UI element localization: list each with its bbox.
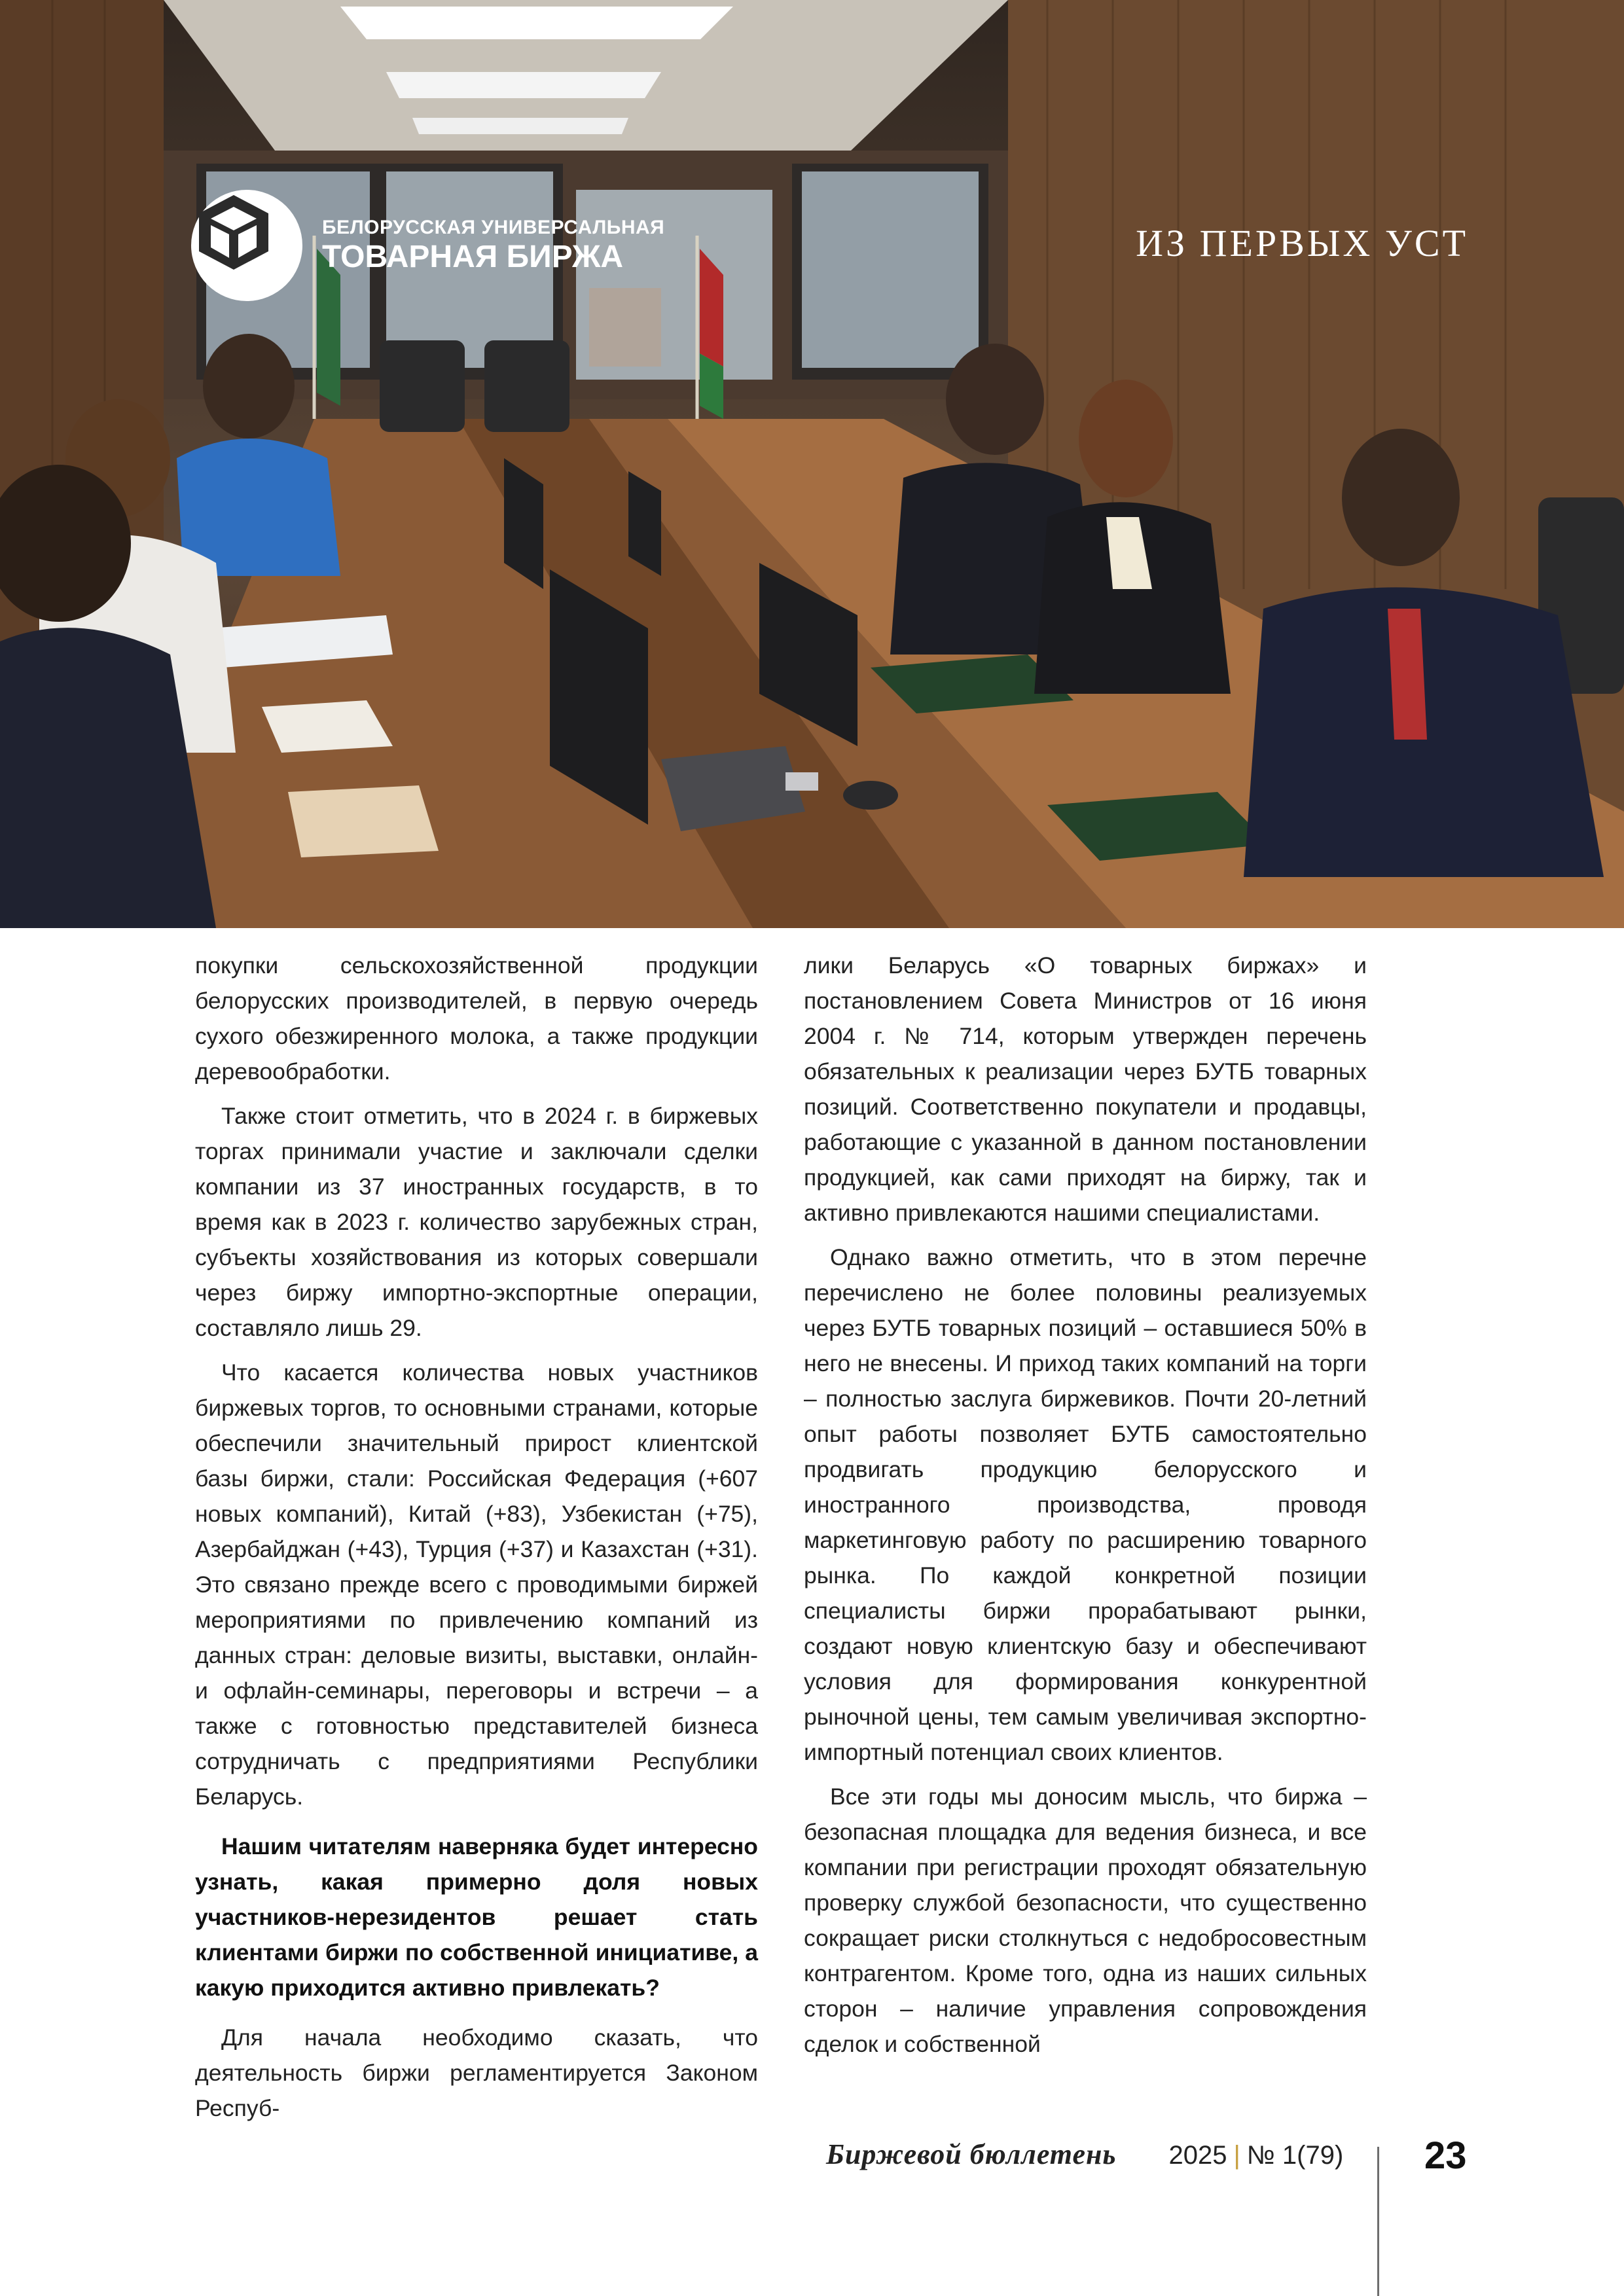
issue-number: № 1(79) [1246,2141,1344,2170]
logo-line-2: ТОВАРНАЯ БИРЖА [322,240,624,274]
article-column-right [804,948,1367,2071]
paragraph: Также стоит отметить, что в 2024 г. в биржевых торгах принимали участие и заключали сделки компании из 37 иностранных государств, в то время как в 2023 г. количество зарубежных стран, субъекты хозяйствования из которых совершали через биржу импортно-экспортные операции, составляло лишь 29. [195,1103,758,1341]
paragraph: лики Беларусь «О товарных биржах» и постановлением Совета Министров от 16 июня 2004 г. № 714, которым утвержден перечень обязательных к реализации через БУТБ товарных позиций. Соответственно покупатели и продавцы, работающие с указанной в данном постановлении продукцией, как сами приходят на биржу, так и активно привлекаются нашими специалистами. [804,952,1367,1226]
journal-title: Биржевой бюллетень [826,2138,1117,2170]
paragraph: Все эти годы мы доносим мысль, что биржа – безопасная площадка для ведения бизнеса, и все компании при регистрации проходят обязательную проверку службой безопасности, что существенно сокращает риски столкнуться с недобросовестным контрагентом. Кроме того, одна из наших сильных сторон – наличие управления сопровождения сделок и собственной [804,1784,1367,2057]
hexagon-cube-icon [191,190,276,275]
logo-line-1: БЕЛОРУССКАЯ УНИВЕРСАЛЬНАЯ [322,217,665,238]
section-rubric: ИЗ ПЕРВЫХ УСТ [1136,222,1468,264]
footer-divider [1377,2147,1379,2296]
issue-year: 2025 [1168,2141,1227,2170]
page-number: 23 [1424,2134,1467,2177]
issue-separator: | [1233,2141,1240,2170]
issue-info [1169,2141,1344,2170]
exchange-logo-icon [191,190,302,301]
paragraph: покупки сельскохозяйственной продукции белорусских производителей, в первую очередь сухого обезжиренного молока, а также продукции деревообработки. [195,952,758,1085]
paragraph: Для начала необходимо сказать, что деятельность биржи регламентируется Законом Респуб- [195,2024,758,2121]
article-column-left [195,948,758,2135]
paragraph: Что касается количества новых участников биржевых торгов, то основными странами, которые обеспечили значительный прирост клиентской базы биржи, стали: Российская Федерация (+607 новых компаний), Китай (+83), Узбекистан (+75), Азербайджан (+43), Турция (+37) и Казахстан (+31). Это связано прежде всего с проводимыми биржей мероприятиями по привлечению компаний из данных стран: деловые визиты, выставки, онлайн- и офлайн-семинары, переговоры и встречи – а также с готовностью представителей бизнеса сотрудничать с предприятиями Республики Беларусь. [195,1359,758,1810]
paragraph: Однако важно отметить, что в этом перечне перечислено не более половины реализуемых через БУТБ товарных позиций – оставшиеся 50% в него не внесены. И приход таких компаний на торги – полностью заслуга биржевиков. Почти 20-летний опыт работы позволяет БУТБ самостоятельно продвигать продукцию белорусского и иностранного производства, проводя маркетинговую работу по расширению товарного рынка. По каждой конкретной позиции специалисты биржи прорабатывают рынки, создают новую клиентскую базу и обеспечивают условия для формирования конкурентной рыночной цены, тем самым увеличивая экспортно-импортный потенциал своих клиентов. [804,1244,1367,1765]
meeting-photo [0,0,1624,928]
interview-question: Нашим читателям наверняка будет интересно узнать, какая примерно доля новых участников-нерезидентов решает стать клиентами биржи по собственной инициативе, а какую приходится активно привлекать? [195,1833,758,2001]
page-footer [826,2138,1343,2171]
meeting-room-illustration [0,0,1624,928]
exchange-logo [191,190,664,301]
